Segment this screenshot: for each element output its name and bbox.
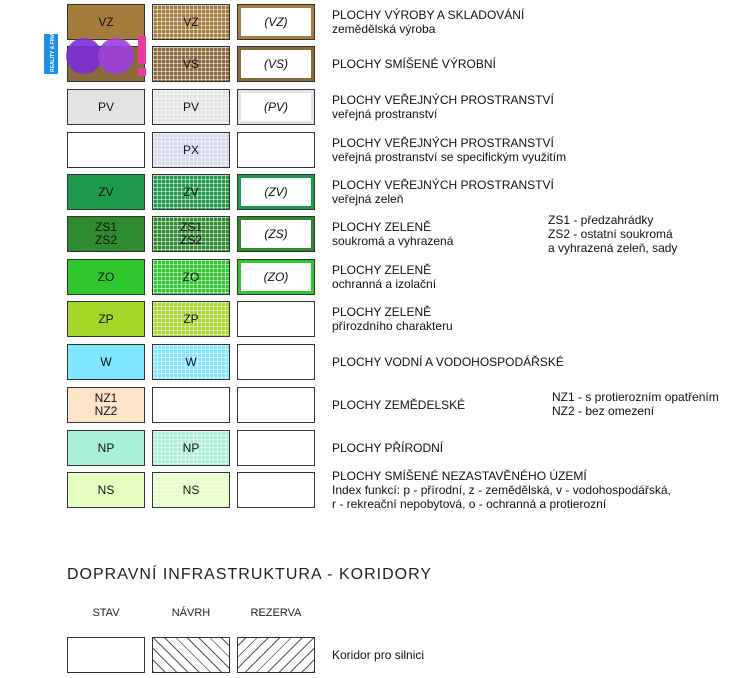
legend-zv-existing: ZV: [67, 174, 145, 210]
legend-zv-subtitle: veřejná zeleň: [332, 192, 404, 206]
corridor-rezerva-box: [237, 637, 315, 673]
legend-zv-label: [332, 178, 554, 206]
legend-vz-proposed: VZ: [152, 4, 230, 40]
legend-np-reserve: [237, 430, 315, 466]
legend-pv-proposed: PV: [152, 89, 230, 125]
legend-zp-title: PLOCHY ZELENĚ: [332, 305, 432, 319]
legend-zo-title: PLOCHY ZELENĚ: [332, 263, 432, 277]
legend-w-existing: W: [67, 344, 145, 380]
legend-pv-existing: PV: [67, 89, 145, 125]
legend-ns-reserve: [237, 472, 315, 508]
col-head-stav: STAV: [92, 607, 120, 619]
legend-pv-reserve-text: (PV): [241, 93, 311, 121]
legend-zs-proposed: ZS1 ZS2: [152, 216, 230, 252]
corridor-stav-box: [67, 637, 145, 673]
legend-px-reserve: [237, 132, 315, 168]
legend-ns-proposed: NS: [152, 472, 230, 508]
legend-w-label: [332, 355, 564, 369]
legend-zs-existing: ZS1 ZS2: [67, 216, 145, 252]
corridor-navrh-box: [152, 637, 230, 673]
legend-zo-reserve: [237, 259, 315, 295]
legend-w-reserve: [237, 344, 315, 380]
legend-ns-label: [332, 469, 671, 511]
brand-logo-graphic: [44, 34, 152, 78]
legend-zs-reserve-text: (ZS): [241, 220, 311, 248]
legend-nz-label: [332, 398, 465, 412]
note-nz: NZ1 - s protierozním opatřením NZ2 - bez omezení: [552, 390, 719, 418]
legend-zo-subtitle: ochranná a izolační: [332, 277, 437, 291]
legend-np-existing: NP: [67, 430, 145, 466]
legend-zs-title: PLOCHY ZELENĚ: [332, 220, 432, 234]
legend-vs-reserve-text: (VS): [241, 50, 311, 78]
legend-px-title: PLOCHY VEŘEJNÝCH PROSTRANSTVÍ: [332, 136, 554, 150]
legend-vz-title: PLOCHY VÝROBY A SKLADOVÁNÍ: [332, 8, 525, 22]
legend-ns-title: PLOCHY SMÍŠENÉ NEZASTAVĚNÉHO ÚZEMÍ: [332, 469, 587, 483]
transport-title: DOPRAVNÍ INFRASTRUKTURA - KORIDORY: [67, 566, 432, 583]
legend-vz-existing: VZ: [67, 4, 145, 40]
legend-zv-title: PLOCHY VEŘEJNÝCH PROSTRANSTVÍ: [332, 178, 554, 192]
legend-vz-reserve-text: (VZ): [241, 8, 311, 36]
logo-side-text: REALITY & FINANCE: [50, 34, 56, 72]
legend-zs-label: [332, 220, 453, 248]
legend-vz-subtitle: zemědělská výroba: [332, 22, 436, 36]
legend-vs-proposed: VS: [152, 46, 230, 82]
legend-ns-existing: NS: [67, 472, 145, 508]
legend-vs-reserve: [237, 46, 315, 82]
brand-logo: [44, 34, 152, 78]
note-zs: ZS1 - předzahrádky ZS2 - ostatní soukromá a vyhrazená zeleň, sady: [548, 213, 678, 255]
logo-exclamation-dot: [138, 68, 146, 76]
legend-zp-reserve: [237, 301, 315, 337]
legend-nz-reserve: [237, 387, 315, 423]
col-head-navrh: NÁVRH: [171, 607, 211, 619]
legend-nz-proposed: [152, 387, 230, 423]
legend-vs-label: [332, 57, 496, 71]
legend-vz-reserve: [237, 4, 315, 40]
legend-zv-proposed: ZV: [152, 174, 230, 210]
legend-zv-reserve-text: (ZV): [241, 178, 311, 206]
legend-np-label: [332, 441, 443, 455]
logo-circle-b: [66, 38, 102, 74]
logo-exclamation-bar: [138, 36, 146, 64]
legend-px-existing: [67, 132, 145, 168]
legend-zo-proposed: ZO: [152, 259, 230, 295]
legend-w-title: PLOCHY VODNÍ A VODOHOSPODÁŘSKÉ: [332, 355, 564, 369]
legend-zp-subtitle: přírozdního charakteru: [332, 319, 453, 333]
legend-zp-proposed: ZP: [152, 301, 230, 337]
col-head-rezerva: REZERVA: [250, 607, 302, 619]
legend-pv-subtitle: veřejná prostranství: [332, 107, 438, 121]
legend-w-proposed: W: [152, 344, 230, 380]
legend-vz-label: [332, 8, 524, 36]
legend-pv-label: [332, 93, 554, 121]
legend-pv-reserve: [237, 89, 315, 125]
legend-nz-existing: NZ1 NZ2: [67, 387, 145, 423]
legend-zv-reserve: [237, 174, 315, 210]
legend-zp-existing: ZP: [67, 301, 145, 337]
legend-zs-reserve: [237, 216, 315, 252]
legend-zs-subtitle: soukromá a vyhrazená: [332, 234, 454, 248]
legend-vs-title: PLOCHY SMÍŠENÉ VÝROBNÍ: [332, 57, 496, 71]
legend-nz-title: PLOCHY ZEMĚDELSKÉ: [332, 398, 466, 412]
legend-px-subtitle: veřejná prostranství se specifickým využitím: [332, 150, 567, 164]
logo-circle-o: [98, 38, 134, 74]
legend-np-proposed: NP: [152, 430, 230, 466]
legend-zo-existing: ZO: [67, 259, 145, 295]
legend-px-proposed: PX: [152, 132, 230, 168]
legend-px-label: [332, 136, 566, 164]
corridor-label: Koridor pro silnici: [332, 648, 425, 662]
legend-pv-title: PLOCHY VEŘEJNÝCH PROSTRANSTVÍ: [332, 93, 554, 107]
legend-zp-label: [332, 305, 453, 333]
legend-ns-subtitle: Index funkcí: p - přírodní, z - zemědělská, v - vodohospodářská, r - rekreační nepobytová, o - ochranná a protierozní: [332, 483, 671, 511]
legend-np-title: PLOCHY PŘÍRODNÍ: [332, 441, 444, 455]
legend-zo-label: [332, 263, 436, 291]
legend-zo-reserve-text: (ZO): [241, 263, 311, 291]
